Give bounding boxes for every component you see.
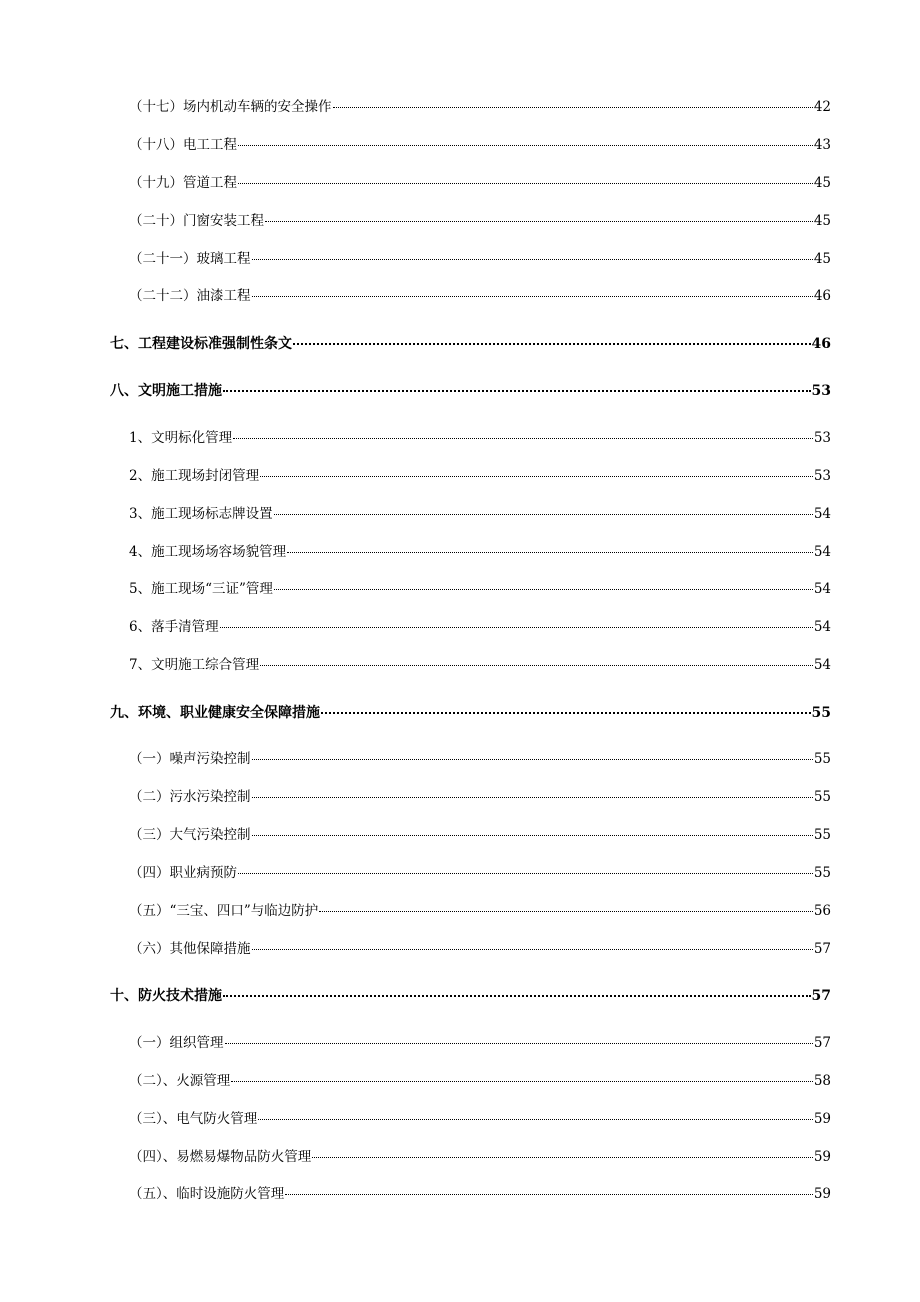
toc-entry-label: 7、文明施工综合管理 (129, 657, 260, 673)
toc-entry-label: （三）、电气防火管理 (129, 1111, 258, 1127)
toc-entry-page: 57 (811, 988, 831, 1004)
toc-entry-page: 57 (813, 1035, 831, 1051)
toc-dot-leader (293, 342, 811, 345)
toc-entry-label: （二）污水污染控制 (129, 789, 251, 805)
toc-entry-page: 53 (811, 383, 831, 399)
toc-entry[interactable] (129, 134, 831, 156)
toc-entry-label: （二）、火源管理 (129, 1073, 231, 1089)
toc-entry[interactable] (129, 1108, 831, 1130)
toc-entry-label: （十八）电工工程 (129, 137, 237, 153)
toc-dot-leader (265, 220, 813, 222)
toc-entry-page: 54 (813, 544, 831, 560)
toc-section-entry[interactable] (110, 985, 831, 1007)
toc-dot-leader (333, 106, 813, 108)
toc-entry-page: 53 (813, 468, 831, 484)
toc-entry-label: （十七）场内机动车辆的安全操作 (129, 99, 332, 115)
toc-entry[interactable] (129, 465, 831, 487)
toc-entry[interactable] (129, 427, 831, 449)
toc-section-entry[interactable] (110, 380, 831, 402)
toc-dot-leader (238, 182, 813, 184)
toc-entry-label: （六）其他保障措施 (129, 941, 251, 957)
toc-entry-label: 2、施工现场封闭管理 (129, 468, 260, 484)
toc-entry-label: （二十）门窗安装工程 (129, 213, 264, 229)
toc-entry-page: 54 (813, 581, 831, 597)
toc-entry[interactable] (129, 1032, 831, 1054)
toc-entry-page: 55 (813, 827, 831, 843)
toc-entry[interactable] (129, 786, 831, 808)
toc-dot-leader (285, 1193, 813, 1195)
toc-entry-page: 55 (813, 865, 831, 881)
toc-entry-label: 3、施工现场标志牌设置 (129, 506, 273, 522)
toc-entry-label: 4、施工现场场容场貌管理 (129, 544, 287, 560)
toc-dot-leader (319, 910, 813, 912)
toc-entry-page: 46 (813, 288, 831, 304)
toc-entry[interactable] (129, 862, 831, 884)
toc-entry-page: 46 (811, 336, 831, 352)
toc-entry[interactable] (129, 1070, 831, 1092)
toc-entry-page: 55 (813, 789, 831, 805)
toc-entry-page: 54 (813, 619, 831, 635)
toc-entry[interactable] (129, 616, 831, 638)
toc-entry-label: （四）、易燃易爆物品防火管理 (129, 1149, 312, 1165)
toc-section-entry[interactable] (110, 702, 831, 724)
toc-entry-label: （五）“三宝、四口”与临边防护 (129, 903, 319, 919)
toc-dot-leader (274, 513, 813, 515)
toc-entry-page: 43 (813, 137, 831, 153)
toc-entry[interactable] (129, 900, 831, 922)
toc-dot-leader (252, 796, 813, 798)
toc-entry-label: （二十二）油漆工程 (129, 288, 251, 304)
toc-entry[interactable] (129, 285, 831, 307)
toc-entry-page: 45 (813, 175, 831, 191)
toc-dot-leader (258, 1118, 813, 1120)
toc-entry-label: （四）职业病预防 (129, 865, 237, 881)
toc-dot-leader (287, 551, 813, 553)
toc-entry-page: 57 (813, 941, 831, 957)
toc-entry-label: 七、工程建设标准强制性条文 (110, 336, 292, 352)
toc-entry[interactable] (129, 654, 831, 676)
toc-entry-page: 59 (813, 1149, 831, 1165)
toc-entry[interactable] (129, 938, 831, 960)
toc-dot-leader (225, 1042, 813, 1044)
toc-entry-label: （五）、临时设施防火管理 (129, 1186, 285, 1202)
toc-section-entry[interactable] (110, 333, 831, 355)
toc-entry-page: 55 (811, 705, 831, 721)
toc-dot-leader (231, 1080, 813, 1082)
toc-entry-label: 1、文明标化管理 (129, 430, 233, 446)
toc-dot-leader (252, 948, 813, 950)
toc-entry-label: 八、文明施工措施 (110, 383, 222, 399)
toc-dot-leader (233, 437, 813, 439)
toc-entry[interactable] (129, 172, 831, 194)
toc-dot-leader (321, 711, 811, 714)
toc-entry-page: 42 (813, 99, 831, 115)
toc-entry-label: 九、环境、职业健康安全保障措施 (110, 705, 320, 721)
toc-entry-page: 45 (813, 251, 831, 267)
toc-dot-leader (252, 758, 813, 760)
toc-dot-leader (252, 834, 813, 836)
toc-entry[interactable] (129, 824, 831, 846)
toc-dot-leader (252, 295, 813, 297)
toc-entry-page: 55 (813, 751, 831, 767)
toc-dot-leader (220, 626, 813, 628)
toc-entry-label: 6、落手清管理 (129, 619, 219, 635)
toc-entry-label: （一）组织管理 (129, 1035, 224, 1051)
toc-entry-label: 5、施工现场“三证”管理 (129, 581, 273, 597)
toc-entry-label: （十九）管道工程 (129, 175, 237, 191)
toc-entry-label: （三）大气污染控制 (129, 827, 251, 843)
toc-entry[interactable] (129, 1146, 831, 1168)
toc-entry-label: （二十一）玻璃工程 (129, 251, 251, 267)
toc-entry-label: 十、防火技术措施 (110, 988, 222, 1004)
toc-dot-leader (274, 588, 813, 590)
toc-entry-page: 54 (813, 657, 831, 673)
toc-entry[interactable] (129, 541, 831, 563)
toc-dot-leader (238, 872, 813, 874)
toc-entry[interactable] (129, 748, 831, 770)
toc-entry[interactable] (129, 503, 831, 525)
toc-entry[interactable] (129, 578, 831, 600)
toc-entry-page: 58 (813, 1073, 831, 1089)
toc-dot-leader (312, 1156, 813, 1158)
toc-dot-leader (260, 664, 813, 666)
toc-entry-page: 45 (813, 213, 831, 229)
toc-dot-leader (260, 475, 813, 477)
toc-entry-page: 54 (813, 506, 831, 522)
toc-entry[interactable] (129, 96, 831, 118)
toc-dot-leader (223, 994, 811, 997)
toc-entry[interactable] (129, 248, 831, 270)
toc-entry-page: 53 (813, 430, 831, 446)
toc-entry-page: 59 (813, 1186, 831, 1202)
toc-entry[interactable] (129, 210, 831, 232)
toc-dot-leader (238, 144, 813, 146)
toc-entry-label: （一）噪声污染控制 (129, 751, 251, 767)
toc-entry-page: 59 (813, 1111, 831, 1127)
toc-dot-leader (252, 258, 813, 260)
toc-entry-page: 56 (813, 903, 831, 919)
toc-entry[interactable] (129, 1183, 831, 1205)
toc-dot-leader (223, 389, 811, 392)
